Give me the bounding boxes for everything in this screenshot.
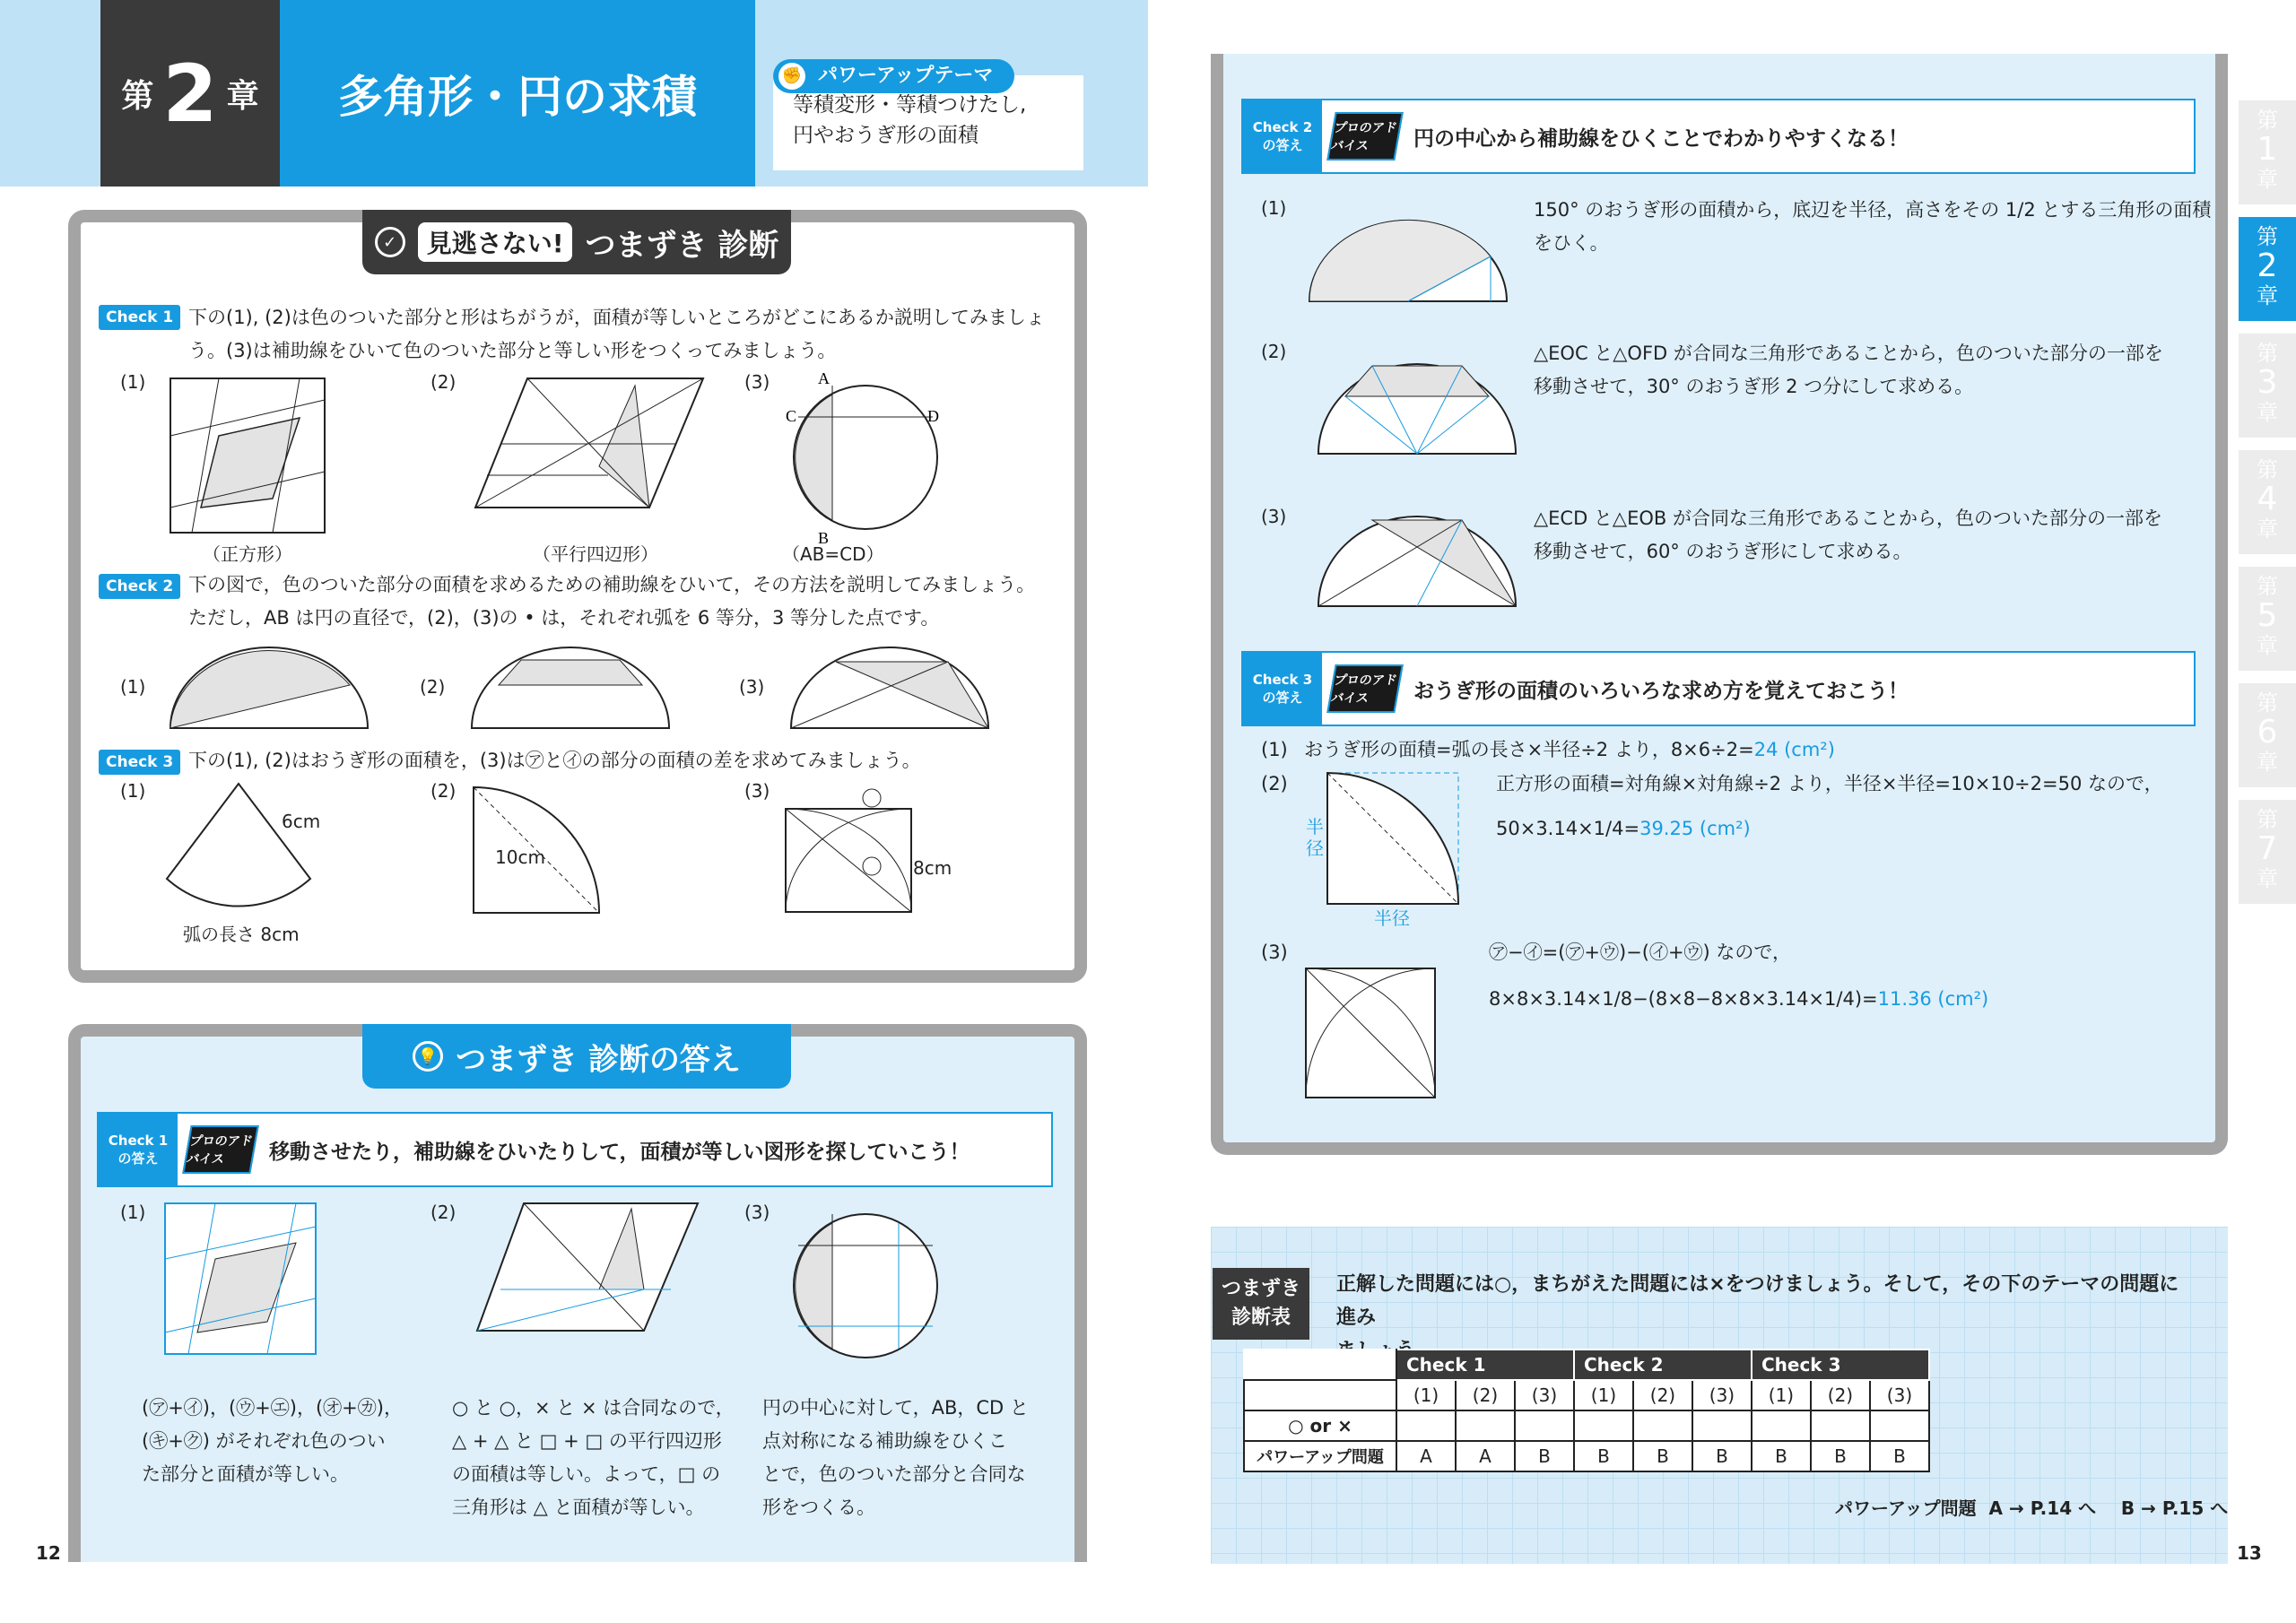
mark-cell[interactable] [1396, 1410, 1456, 1441]
answer1-parallelogram-figure [474, 1200, 707, 1334]
tab-prefix: 第 [2257, 341, 2278, 366]
side-tab-chapter-2[interactable] [2239, 217, 2296, 321]
exp3-line3: とで，色のついた部分と合同な [762, 1463, 1026, 1485]
tab-number: 2 [2257, 247, 2278, 284]
theme-line1: 等積変形・等積つけたし, [793, 93, 1027, 117]
exp1-line1: (㋐+㋑)，(㋒+㋓)，(㋔+㋕)， [142, 1397, 403, 1419]
check1-question [188, 301, 1058, 368]
check3-label-arc: 弧の長さ 8cm [183, 924, 300, 945]
check1-text1: 下の(1), (2)は色のついた部分と形はちがうが，面積が等しいところがどこにあるか説明してみましょ [188, 307, 1045, 328]
check1-item2-label: (2) [430, 371, 457, 393]
exp1-line2: (㋖+㋗) がそれぞれ色のつい [142, 1430, 386, 1452]
check1-answer-bar [97, 1112, 1053, 1187]
tab-number: 6 [2257, 714, 2278, 751]
check3-question: 下の(1), (2)はおうぎ形の面積を，(3)は㋐と㋑の部分の面積の差を求めてみましょう。 [188, 750, 921, 771]
mark-cell[interactable] [1456, 1410, 1515, 1441]
diagnosis-title-pill: 見逃さない! [418, 222, 573, 262]
tab-prefix: 第 [2257, 224, 2278, 249]
exp2-line2: △ + △ と □ + □ の平行四辺形 [452, 1430, 722, 1452]
a2-text3-line2: 移動させて，60° のおうぎ形にして求める。 [1534, 541, 1912, 562]
tab-prefix: 第 [2257, 574, 2278, 599]
tab-number: 1 [2257, 131, 2278, 168]
check3-square-arcs-figure [782, 782, 917, 916]
check3-item1-label: (1) [120, 780, 146, 802]
a2-item2-label: (2) [1261, 341, 1287, 362]
table-sub: (3) [1870, 1380, 1929, 1410]
side-tab-chapter-6[interactable] [2239, 683, 2296, 787]
mark-cell[interactable] [1870, 1410, 1929, 1441]
pro-advice-badge: プロのアドバイス [182, 1125, 259, 1174]
a2-item3-label: (3) [1261, 506, 1287, 527]
table-sub: (3) [1515, 1380, 1574, 1410]
check1-caption3: （AB=CD） [782, 543, 884, 565]
a3-item2-label: (2) [1261, 773, 1288, 794]
a2-text1-line1: 150° のおうぎ形の面積から，底辺を半径，高さをその 1/2 とする三角形の面積 [1534, 199, 2212, 221]
check2-item3-label: (3) [739, 676, 765, 698]
check2-item1-label: (1) [120, 676, 146, 698]
answers-title [362, 1024, 791, 1089]
a3-line3: ㋐−㋑=(㋐+㋒)−(㋑+㋒) なので， [1489, 942, 1792, 963]
check2-semicircle1 [161, 642, 386, 741]
level-cell: B [1633, 1441, 1692, 1471]
a2-text1 [1534, 194, 2215, 260]
a3-line2b-value: 39.25 (cm²) [1639, 818, 1751, 839]
check2-tag: Check 2 [99, 574, 180, 599]
exp2-line4: 三角形は △ と面積が等しい。 [452, 1497, 705, 1518]
a3-label-hankei-horizontal: 半径 [1374, 907, 1410, 929]
side-tab-chapter-7[interactable] [2239, 800, 2296, 904]
check1-tag: Check 1 [99, 305, 180, 330]
a3-line3b-value: 11.36 (cm²) [1877, 988, 1989, 1010]
tab-suffix: 章 [2257, 400, 2278, 425]
a2-semicircle1 [1300, 215, 1525, 314]
svg-text:C: C [786, 407, 797, 425]
exp3-line4: 形をつくる。 [762, 1497, 875, 1518]
check3-label-10cm: 10cm [495, 846, 545, 868]
check1-text2: う。(3)は補助線をひいて色のついた部分と等しい形をつくってみましょう。 [188, 340, 837, 361]
check1-item1-label: (1) [120, 371, 146, 393]
side-tab-chapter-4[interactable] [2239, 450, 2296, 554]
theme-tag [773, 59, 1014, 93]
diagnosis-table [1243, 1349, 1930, 1472]
tab-number: 5 [2257, 597, 2278, 634]
chapter-number: 2 [162, 47, 218, 140]
check1-item3-label: (3) [744, 371, 770, 393]
lightbulb-icon: 💡 [413, 1041, 443, 1072]
check2-answer-tag: Check 2 の答え [1243, 100, 1322, 172]
check2-semicircle2 [463, 642, 687, 741]
answer1-circle-figure [780, 1196, 951, 1367]
a3-line1-text: おうぎ形の面積=弧の長さ×半径÷2 より，8×6÷2= [1304, 739, 1754, 760]
check1-circle-figure [780, 368, 951, 547]
mark-cell[interactable] [1692, 1410, 1752, 1441]
table-group-2: Check 2 [1574, 1350, 1752, 1380]
a3-item1-label: (1) [1261, 739, 1288, 760]
tab-suffix: 章 [2257, 633, 2278, 658]
check1-answer-tag: Check 1 の答え [99, 1114, 178, 1185]
page-number-left: 12 [36, 1542, 61, 1564]
table-row-mark-label: ○ or × [1244, 1410, 1396, 1441]
diag-tag-line2: 診断表 [1231, 1306, 1291, 1329]
check2-advice-text: 円の中心から補助線をひくことでわかりやすくなる！ [1413, 126, 1909, 151]
level-cell: B [1515, 1441, 1574, 1471]
svg-text:D: D [927, 407, 939, 425]
table-group-3: Check 3 [1752, 1350, 1929, 1380]
pro-advice-badge-3: プロのアドバイス [1326, 664, 1404, 713]
exp2-line3: の面積は等しい。よって，□ の [452, 1463, 721, 1485]
tab-suffix: 章 [2257, 516, 2278, 542]
check1-caption2: （平行四辺形） [533, 543, 658, 565]
table-row-level-label: パワーアップ問題 [1244, 1441, 1396, 1471]
answer1-exp1 [142, 1392, 438, 1491]
power-icon: ✊ [778, 63, 805, 90]
check3-item2-label: (2) [430, 780, 457, 802]
check3-sector-figure [158, 780, 337, 915]
svg-text:B: B [818, 529, 830, 547]
answer1-exp2 [452, 1392, 748, 1524]
table-sub: (2) [1633, 1380, 1692, 1410]
a3-label-hankei-vertical: 半径 [1306, 816, 1324, 859]
table-footer-links[interactable]: パワーアップ問題 A → P.14 へ B → P.15 へ [1835, 1497, 2229, 1519]
tab-suffix: 章 [2257, 283, 2278, 308]
level-cell: B [1752, 1441, 1811, 1471]
level-cell: B [1574, 1441, 1633, 1471]
a3-line1-value: 24 (cm²) [1753, 739, 1835, 760]
check2-item2-label: (2) [420, 676, 446, 698]
table-group-1: Check 1 [1396, 1350, 1574, 1380]
table-sub: (1) [1752, 1380, 1811, 1410]
a3-line2b [1496, 812, 2213, 846]
tab-prefix: 第 [2257, 457, 2278, 482]
table-sub: (3) [1692, 1380, 1752, 1410]
check1-square-figure [165, 373, 362, 534]
check3-answer-bar [1241, 651, 2196, 726]
tab-number: 7 [2257, 830, 2278, 867]
exp2-line1: ○ と ○，× と × は合同なので， [452, 1397, 735, 1419]
tab-suffix: 章 [2257, 866, 2278, 891]
diag-instr-line1: 正解した問題には○，まちがえた問題には×をつけましょう。そして，その下のテーマの問題に進み [1336, 1273, 2179, 1329]
tab-prefix: 第 [2257, 807, 2278, 832]
check2-question [188, 568, 1058, 635]
level-cell: A [1456, 1441, 1515, 1471]
tab-suffix: 章 [2257, 750, 2278, 775]
pro-advice-badge-2: プロのアドバイス [1326, 112, 1404, 161]
chapter-suffix: 章 [226, 77, 259, 115]
check2-text2: ただし，AB は円の直径で，(2)，(3)の • は，それぞれ弧を 6 等分，3 等分した点です。 [188, 607, 940, 629]
answer1-item1-label: (1) [120, 1202, 146, 1223]
a3-line3b [1489, 983, 2206, 1016]
chapter-prefix: 第 [121, 77, 154, 115]
side-tab-chapter-5[interactable] [2239, 567, 2296, 671]
tab-suffix: 章 [2257, 167, 2278, 192]
check2-semicircle3 [782, 642, 1006, 741]
page-number-right: 13 [2237, 1542, 2262, 1564]
a2-text2-line1: △EOC と△OFD が合同な三角形であることから，色のついた部分の一部を [1534, 343, 2163, 364]
a2-text2 [1534, 337, 2215, 404]
a2-semicircle3 [1300, 502, 1525, 619]
table-sub: (1) [1574, 1380, 1633, 1410]
answer1-square-figure [161, 1200, 323, 1361]
exp3-line2: 点対称になる補助線をひくこ [762, 1430, 1007, 1452]
table-sub: (2) [1456, 1380, 1515, 1410]
a2-semicircle2 [1300, 341, 1525, 466]
level-cell: B [1692, 1441, 1752, 1471]
mark-cell[interactable] [1515, 1410, 1574, 1441]
tab-prefix: 第 [2257, 108, 2278, 133]
answer1-exp3 [762, 1392, 1058, 1524]
diagnosis-title [362, 210, 791, 274]
chapter-badge [100, 0, 280, 187]
chapter-title: 多角形・円の求積 [280, 0, 755, 187]
check1-caption1: （正方形） [203, 543, 292, 565]
check2-text1: 下の図で，色のついた部分の面積を求めるための補助線をひいて，その方法を説明してみましょう。 [188, 574, 1036, 595]
magnifier-check-icon: ✓ [375, 227, 405, 257]
exp3-line1: 円の中心に対して，AB，CD と [762, 1397, 1029, 1419]
check3-label-8cm: 8cm [913, 857, 952, 879]
answers-title-text: つまずき 診断の答え [456, 1041, 741, 1078]
a3-square-arcs-figure [1300, 942, 1444, 1112]
mark-cell[interactable] [1574, 1410, 1633, 1441]
answer1-item3-label: (3) [744, 1202, 770, 1223]
level-cell: B [1870, 1441, 1929, 1471]
check3-tag: Check 3 [99, 750, 180, 775]
level-cell: B [1811, 1441, 1870, 1471]
a3-line3b-text: 8×8×3.14×1/8−(8×8−8×8×3.14×1/4)= [1489, 988, 1878, 1010]
svg-text:A: A [818, 369, 830, 387]
check1-advice-text: 移動させたり，補助線をひいたりして，面積が等しい図形を探していこう！ [269, 1140, 970, 1164]
check1-parallelogram-figure [474, 377, 716, 511]
check3-item3-label: (3) [744, 780, 770, 802]
diagnosis-table-tag [1213, 1268, 1309, 1340]
answer1-item2-label: (2) [430, 1202, 457, 1223]
check3-advice-text: おうぎ形の面積のいろいろな求め方を覚えておこう！ [1413, 679, 1909, 703]
diagnosis-title-text: つまずき 診断 [585, 227, 779, 264]
mark-cell[interactable] [1752, 1410, 1811, 1441]
a2-text3-line1: △ECD と△EOB が合同な三角形であることから，色のついた部分の一部を [1534, 508, 2162, 529]
a3-line2: 正方形の面積=対角線×対角線÷2 より，半径×半径=10×10÷2=50 なので， [1496, 773, 2163, 794]
a3-line2b-text: 50×3.14×1/4= [1496, 818, 1640, 839]
exp1-line3: た部分と面積が等しい。 [142, 1463, 349, 1485]
diag-tag-line1: つまずき [1221, 1278, 1300, 1300]
side-tab-chapter-3[interactable] [2239, 334, 2296, 438]
theme-line2: 円やおうぎ形の面積 [793, 124, 978, 147]
a3-item3-label: (3) [1261, 942, 1288, 963]
a2-text2-line2: 移動させて，30° のおうぎ形 2 つ分にして求める。 [1534, 376, 1974, 397]
check3-label-6cm: 6cm [282, 811, 321, 832]
table-sub: (1) [1396, 1380, 1456, 1410]
theme-label: パワーアップテーマ [818, 65, 994, 87]
mark-cell[interactable] [1811, 1410, 1870, 1441]
a3-line1 [1304, 733, 2111, 767]
a2-text3 [1534, 502, 2215, 568]
a2-item1-label: (1) [1261, 197, 1287, 219]
table-sub: (2) [1811, 1380, 1870, 1410]
tab-prefix: 第 [2257, 690, 2278, 716]
tab-number: 4 [2257, 481, 2278, 517]
side-tab-chapter-1[interactable] [2239, 100, 2296, 204]
mark-cell[interactable] [1633, 1410, 1692, 1441]
tab-number: 3 [2257, 364, 2278, 401]
check2-answer-bar [1241, 99, 2196, 174]
check3-answer-tag: Check 3 の答え [1243, 653, 1322, 725]
level-cell: A [1396, 1441, 1456, 1471]
a2-text1-line2: をひく。 [1534, 232, 1609, 254]
